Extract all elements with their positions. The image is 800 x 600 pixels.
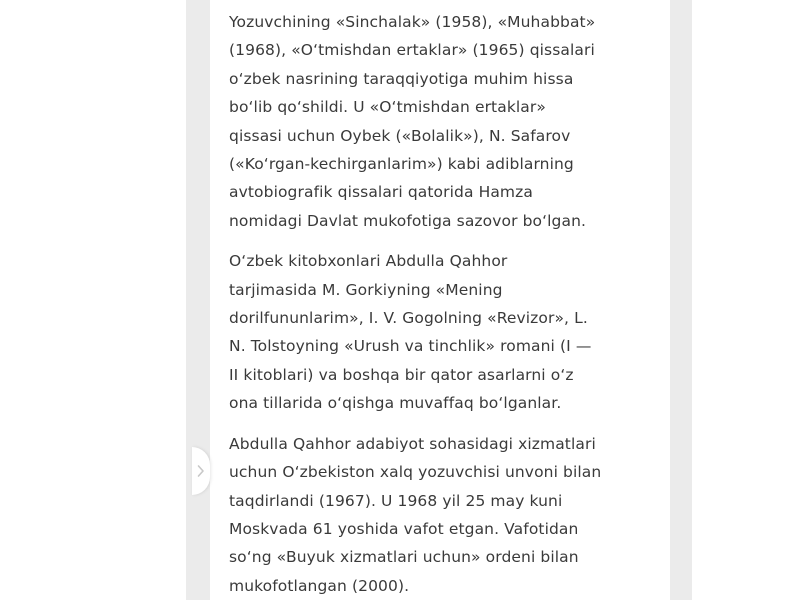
- paragraph-line: O‘zbek kitobxonlari Abdulla Qahhor: [229, 252, 508, 271]
- right-gutter: [670, 0, 692, 600]
- article-content: [210, 0, 670, 600]
- paragraph-line: qissasi uchun Oybek («Bolalik»), N. Safarov: [229, 126, 571, 145]
- paragraph-line: Moskvada 61 yoshida vafot etgan. Vafotidan: [229, 519, 579, 538]
- paragraph-line: Abdulla Qahhor adabiyot sohasidagi xizmatlari: [229, 434, 596, 453]
- left-gutter: [186, 0, 210, 600]
- chevron-right-icon: [197, 464, 205, 478]
- paragraph-line: avtobiografik qissalari qatorida Hamza: [229, 183, 533, 202]
- paragraph-line: (1968), «O‘tmishdan ertaklar» (1965) qissalari: [229, 41, 595, 60]
- paragraph-line: ona tillarida o‘qishga muvaffaq bo‘lganlar.: [229, 394, 562, 413]
- article-paragraph-2: [229, 247, 659, 417]
- paragraph-line: N. Tolstoyning «Urush va tinchlik» romani (I —: [229, 337, 592, 356]
- paragraph-line: so‘ng «Buyuk xizmatlari uchun» ordeni bilan: [229, 548, 579, 567]
- article-paragraph-1: [229, 8, 659, 235]
- paragraph-line: uchun O‘zbekiston xalq yozuvchisi unvoni bilan: [229, 463, 602, 482]
- paragraph-line: dorilfununlarim», I. V. Gogolning «Revizor», L.: [229, 309, 588, 328]
- paragraph-line: («Ko‘rgan-kechirganlarim») kabi adiblarning: [229, 155, 574, 174]
- paragraph-line: II kitoblari) va boshqa bir qator asarlarni o‘z: [229, 365, 574, 384]
- paragraph-line: o‘zbek nasrining taraqqiyotiga muhim hissa: [229, 69, 574, 88]
- article-paragraph-3: [229, 430, 659, 600]
- article-body: [229, 8, 659, 600]
- paragraph-line: tarjimasida M. Gorkiyning «Mening: [229, 280, 503, 299]
- paragraph-line: taqdirlandi (1967). U 1968 yil 25 may kuni: [229, 491, 563, 510]
- paragraph-line: bo‘lib qo‘shildi. U «O‘tmishdan ertaklar»: [229, 98, 546, 117]
- paragraph-line: Yozuvchining «Sinchalak» (1958), «Muhabbat»: [229, 13, 596, 31]
- paragraph-line: nomidagi Davlat mukofotiga sazovor bo‘lgan.: [229, 211, 587, 230]
- paragraph-line: mukofotlangan (2000).: [229, 576, 410, 595]
